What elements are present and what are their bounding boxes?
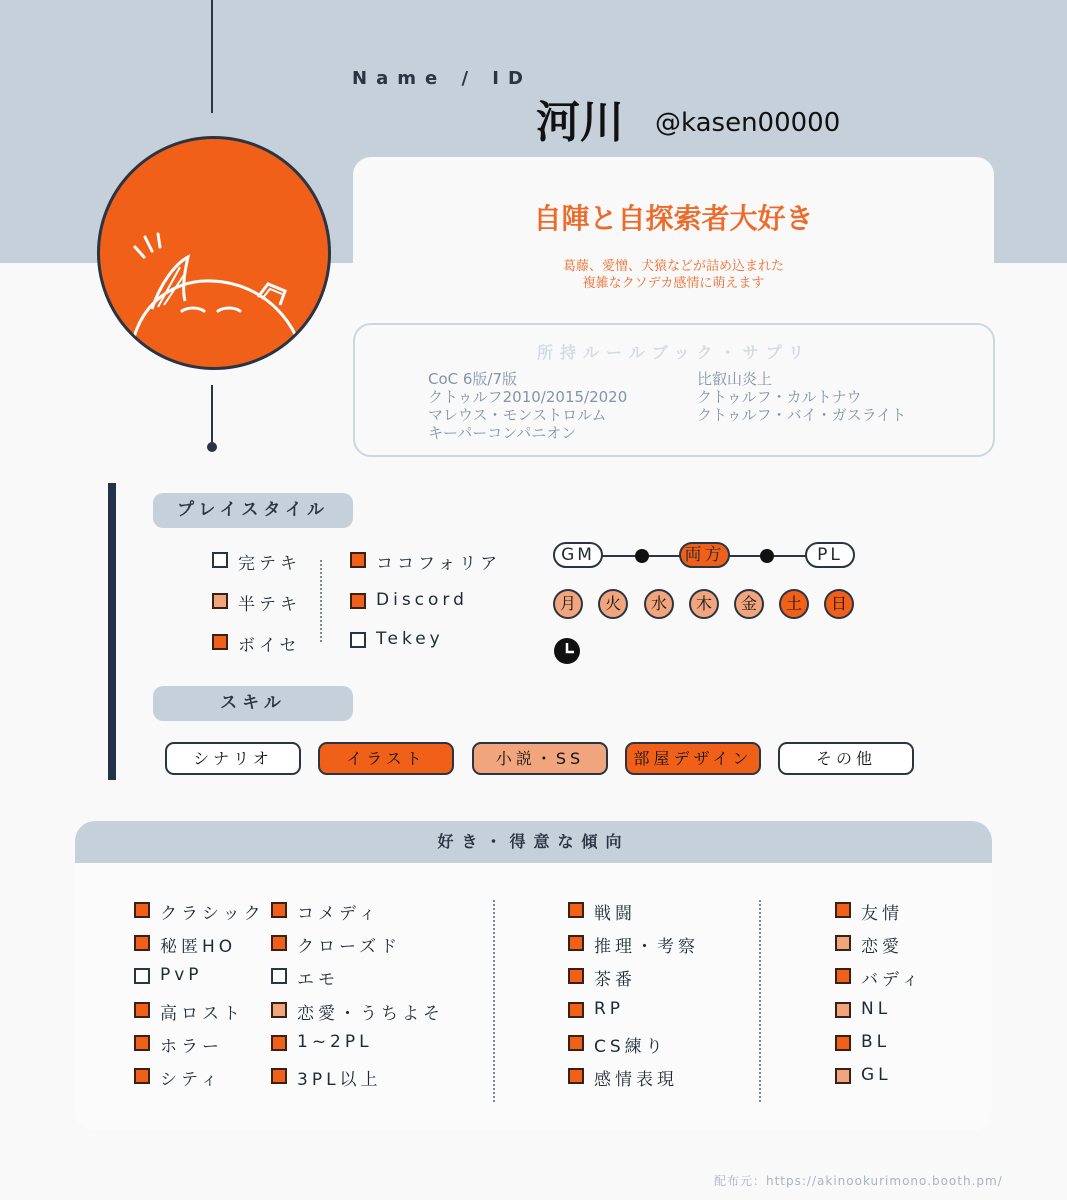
tendency-label: BL bbox=[861, 1032, 891, 1052]
checkbox-secret-ho bbox=[134, 935, 150, 951]
checkbox-gl bbox=[835, 1068, 851, 1084]
checkbox-horror bbox=[134, 1035, 150, 1051]
tendency-label: PvP bbox=[160, 965, 203, 985]
role-scale-dot bbox=[760, 549, 774, 563]
column-divider bbox=[759, 900, 761, 1102]
tendency-label: 高ロスト bbox=[160, 1004, 244, 1024]
checkbox-cs bbox=[568, 1035, 584, 1051]
credit-link[interactable]: 配布元：https://akinookurimono.booth.pm/ bbox=[714, 1174, 1003, 1188]
rulebook-title: 所持ルールブック・サプリ bbox=[537, 343, 811, 362]
checkbox-pvp bbox=[134, 968, 150, 984]
column-divider bbox=[493, 900, 495, 1102]
tendency-label: 恋愛 bbox=[861, 937, 903, 957]
checkbox-emotion bbox=[568, 1068, 584, 1084]
rulebook-item: マレウス・モンストロルム bbox=[428, 406, 607, 424]
tendency-label: 友情 bbox=[861, 904, 903, 924]
role-scale-dot bbox=[635, 549, 649, 563]
role-both: 両方 bbox=[679, 542, 730, 568]
rulebook-item: クトゥルフ・バイ・ガスライト bbox=[697, 406, 907, 424]
skill-other: その他 bbox=[778, 742, 914, 775]
checkbox-friendship bbox=[835, 902, 851, 918]
tendency-label: ホラー bbox=[160, 1037, 223, 1057]
checkbox-1-2pl bbox=[271, 1035, 287, 1051]
column-divider bbox=[320, 560, 322, 642]
checkbox-comedy bbox=[271, 902, 287, 918]
rulebook-item: キーパーコンパニオン bbox=[428, 424, 577, 442]
checkbox-3pl-plus bbox=[271, 1068, 287, 1084]
avatar bbox=[97, 136, 331, 370]
tendency-label: 戦闘 bbox=[594, 904, 636, 924]
checkbox-kanteki bbox=[212, 552, 228, 568]
checkbox-classic bbox=[134, 902, 150, 918]
tendency-label: コメディ bbox=[297, 904, 380, 924]
option-label: ココフォリア bbox=[376, 554, 502, 574]
checkbox-buddy bbox=[835, 968, 851, 984]
tendency-label: 秘匿HO bbox=[160, 937, 237, 957]
timeline-line bbox=[211, 385, 213, 445]
day-mon: 月 bbox=[553, 589, 583, 619]
day-wed: 水 bbox=[644, 589, 674, 619]
tendency-label: 3PL以上 bbox=[297, 1070, 382, 1090]
checkbox-deduction bbox=[568, 935, 584, 951]
skill-illust: イラスト bbox=[318, 742, 454, 775]
checkbox-city bbox=[134, 1068, 150, 1084]
intro-card bbox=[353, 157, 994, 311]
tendency-label: 1~2PL bbox=[297, 1032, 373, 1052]
name-id-label: Name / ID bbox=[352, 68, 532, 89]
day-sat: 土 bbox=[779, 589, 809, 619]
tendency-label: バディ bbox=[861, 970, 923, 990]
checkbox-voice bbox=[212, 634, 228, 650]
checkbox-emo bbox=[271, 968, 287, 984]
tendency-label: 茶番 bbox=[594, 970, 636, 990]
checkbox-high-lost bbox=[134, 1002, 150, 1018]
tendency-label: NL bbox=[861, 999, 892, 1019]
tendency-label: 感情表現 bbox=[594, 1070, 678, 1090]
role-gm: GM bbox=[553, 542, 603, 568]
checkbox-romance bbox=[835, 935, 851, 951]
checkbox-nl bbox=[835, 1002, 851, 1018]
clock-icon bbox=[553, 637, 581, 665]
avatar-illustration bbox=[100, 139, 328, 367]
checkbox-hanteki bbox=[212, 593, 228, 609]
rulebook-item: クトゥルフ2010/2015/2020 bbox=[428, 388, 628, 406]
rulebook-item: クトゥルフ・カルトナウ bbox=[697, 388, 862, 406]
intro-line: 葛藤、愛憎、犬猿などが詰め込まれた bbox=[562, 259, 784, 274]
section-bar bbox=[108, 483, 116, 780]
intro-line: 複雑なクソデカ感情に萌えます bbox=[582, 276, 765, 291]
rulebook-item: CoC 6版/7版 bbox=[428, 370, 518, 388]
tendency-label: 恋愛・うちよそ bbox=[297, 1004, 444, 1024]
option-label: ボイセ bbox=[238, 636, 301, 656]
tendency-label: 推理・考察 bbox=[594, 937, 699, 957]
option-label: 半テキ bbox=[238, 595, 301, 615]
skill-novel: 小説・SS bbox=[472, 742, 608, 775]
tendency-heading: 好き・得意な傾向 bbox=[75, 821, 992, 863]
tendency-label: RP bbox=[594, 999, 625, 1019]
checkbox-romance-uchiyoso bbox=[271, 1002, 287, 1018]
timeline-dot bbox=[207, 442, 217, 452]
day-sun: 日 bbox=[824, 589, 854, 619]
checkbox-chaban bbox=[568, 968, 584, 984]
skill-scenario: シナリオ bbox=[165, 742, 301, 775]
tendency-label: シティ bbox=[160, 1070, 222, 1090]
user-handle: @kasen00000 bbox=[655, 108, 841, 138]
day-thu: 木 bbox=[689, 589, 719, 619]
day-tue: 火 bbox=[598, 589, 628, 619]
checkbox-rp bbox=[568, 1002, 584, 1018]
role-pl: PL bbox=[805, 542, 855, 568]
checkbox-discord bbox=[350, 593, 366, 609]
checkbox-bl bbox=[835, 1035, 851, 1051]
headline: 自陣と自探索者大好き bbox=[533, 202, 814, 235]
timeline-line bbox=[211, 0, 213, 113]
tendency-label: クラシック bbox=[160, 904, 265, 924]
tendency-label: CS練り bbox=[594, 1037, 667, 1057]
tendency-label: GL bbox=[861, 1065, 892, 1085]
user-name: 河川 bbox=[536, 97, 624, 148]
rulebook-card bbox=[353, 323, 995, 457]
tendency-label: エモ bbox=[297, 970, 339, 990]
option-label: 完テキ bbox=[238, 554, 301, 574]
skill-room-design: 部屋デザイン bbox=[625, 742, 761, 775]
day-fri: 金 bbox=[734, 589, 764, 619]
checkbox-combat bbox=[568, 902, 584, 918]
checkbox-closed bbox=[271, 935, 287, 951]
option-label: Tekey bbox=[376, 629, 444, 649]
tendency-label: クローズド bbox=[297, 937, 402, 957]
checkbox-cocofolia bbox=[350, 552, 366, 568]
option-label: Discord bbox=[376, 590, 468, 610]
checkbox-tekey bbox=[350, 632, 366, 648]
playstyle-heading: プレイスタイル bbox=[153, 493, 353, 528]
rulebook-item: 比叡山炎上 bbox=[697, 370, 773, 388]
skills-heading: スキル bbox=[153, 686, 353, 721]
